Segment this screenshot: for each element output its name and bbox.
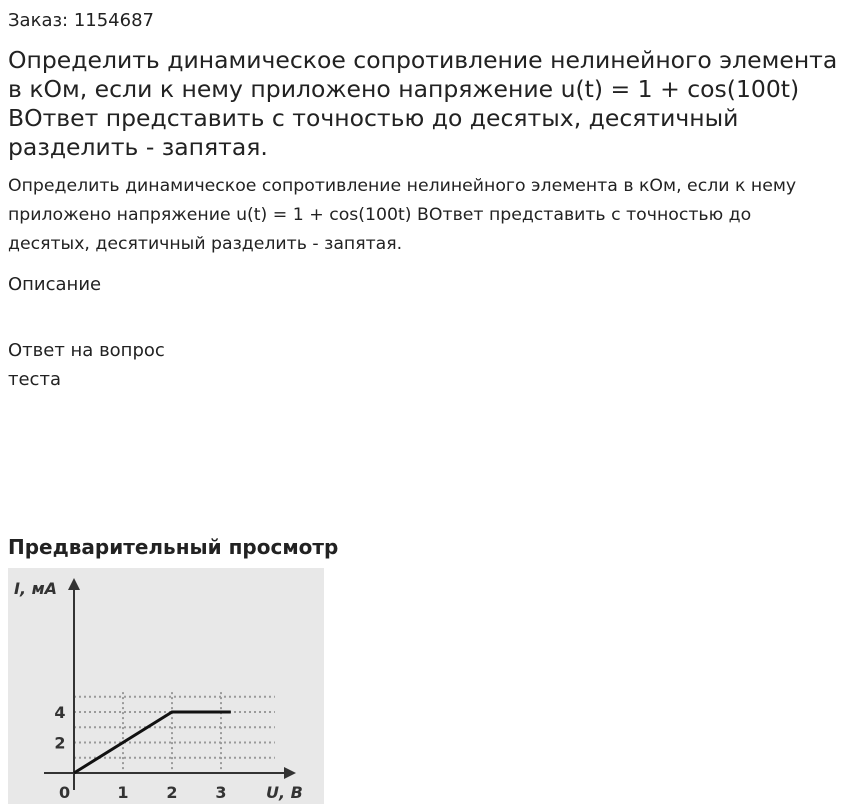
chart-series (74, 712, 231, 773)
y-tick-label: 2 (54, 733, 66, 753)
x-axis-arrow (284, 767, 296, 779)
preview-image (8, 568, 324, 804)
x-tick-label: 2 (166, 783, 178, 802)
characteristic-line (74, 712, 231, 773)
order-number (8, 10, 154, 32)
description-heading: Описание (8, 274, 102, 295)
x-tick-label: 3 (215, 783, 227, 802)
x-axis-label: U, В (266, 783, 303, 802)
preview-heading: Предварительный просмотр (8, 535, 339, 559)
y-axis-arrow (68, 578, 80, 590)
page-title: Определить динамическое сопротивление нелинейного элемента в кОм, если к нему приложено напряжение u(t) = 1 + cos(100t) ВОтвет представить с точностью до десятых, десятичный разделить - запятая. (8, 46, 838, 161)
chart-grid (74, 692, 275, 773)
origin-label: 0 (59, 783, 71, 802)
answer-note: Ответ на вопрос теста (8, 340, 165, 390)
y-axis-label: I, мА (14, 579, 58, 598)
chart-labels (14, 579, 303, 802)
x-tick-label: 1 (117, 783, 129, 802)
question-text: Определить динамическое сопротивление нелинейного элемента в кОм, если к нему приложено напряжение u(t) = 1 + cos(100t) ВОтвет представить с точностью до десятых, десятичный разделить - запятая. (8, 176, 797, 254)
y-tick-label: 4 (54, 703, 66, 722)
iv-chart (8, 568, 324, 804)
order-number-text: Заказ: 1154687 (8, 10, 154, 31)
